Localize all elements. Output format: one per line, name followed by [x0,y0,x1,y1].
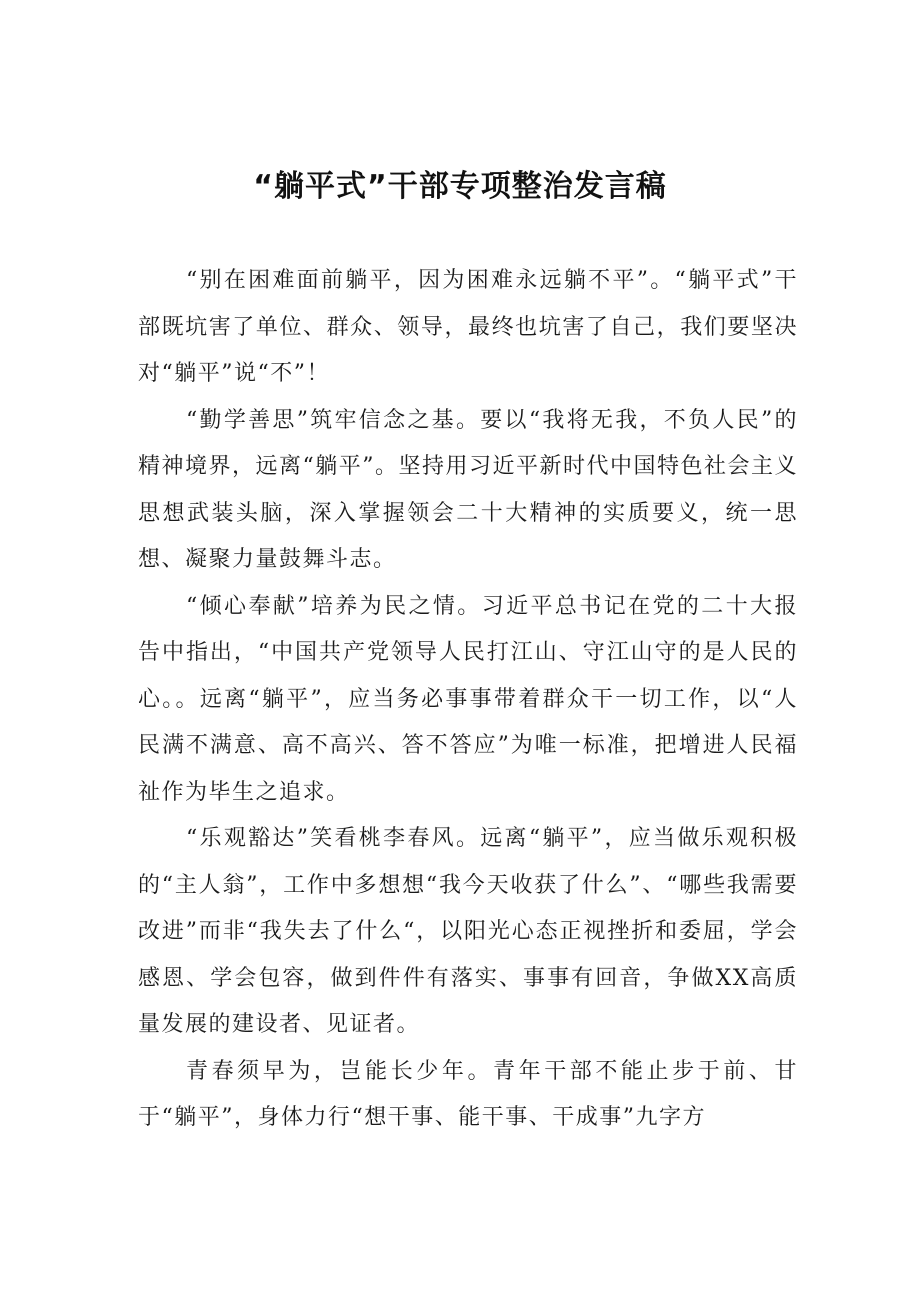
paragraph-optimism: “乐观豁达”笑看桃李春风。远离“躺平”，应当做乐观积极的“主人翁”，工作中多想想“我今天收获了什么”、“哪些我需要改进”而非“我失去了什么“，以阳光心态正视挫折和委屈，学会感恩、学会包容，做到件件有落实、事事有回音，争做XX高质量发展的建设者、见证者。 [138,826,798,1037]
document-body [138,258,798,1142]
document-title: “躺平式”干部专项整治发言稿 [253,169,667,204]
paragraph-youth: 青春须早为，岂能长少年。青年干部不能止步于前、甘于“躺平”，身体力行“想干事、能干事、干成事”九字方 [138,1058,798,1130]
paragraph-study: “勤学善思”筑牢信念之基。要以“我将无我，不负人民”的精神境界，远离“躺平”。坚持用习近平新时代中国特色社会主义思想武装头脑，深入掌握领会二十大精神的实质要义，统一思想、凝聚力量鼓舞斗志。 [138,407,798,572]
paragraph-dedication: “倾心奉献”培养为民之情。习近平总书记在党的二十大报告中指出，“中国共产党领导人民打江山、守江山守的是人民的心。。远离“躺平”，应当务必事事带着群众干一切工作，以“人民满不满意、高不高兴、答不答应”为唯一标准，把增进人民福祉作为毕生之追求。 [138,593,798,805]
paragraph-intro: “别在困难面前躺平，因为困难永远躺不平”。“躺平式”干部既坑害了单位、群众、领导，最终也坑害了自己，我们要坚决对“躺平”说“不”！ [138,268,798,386]
